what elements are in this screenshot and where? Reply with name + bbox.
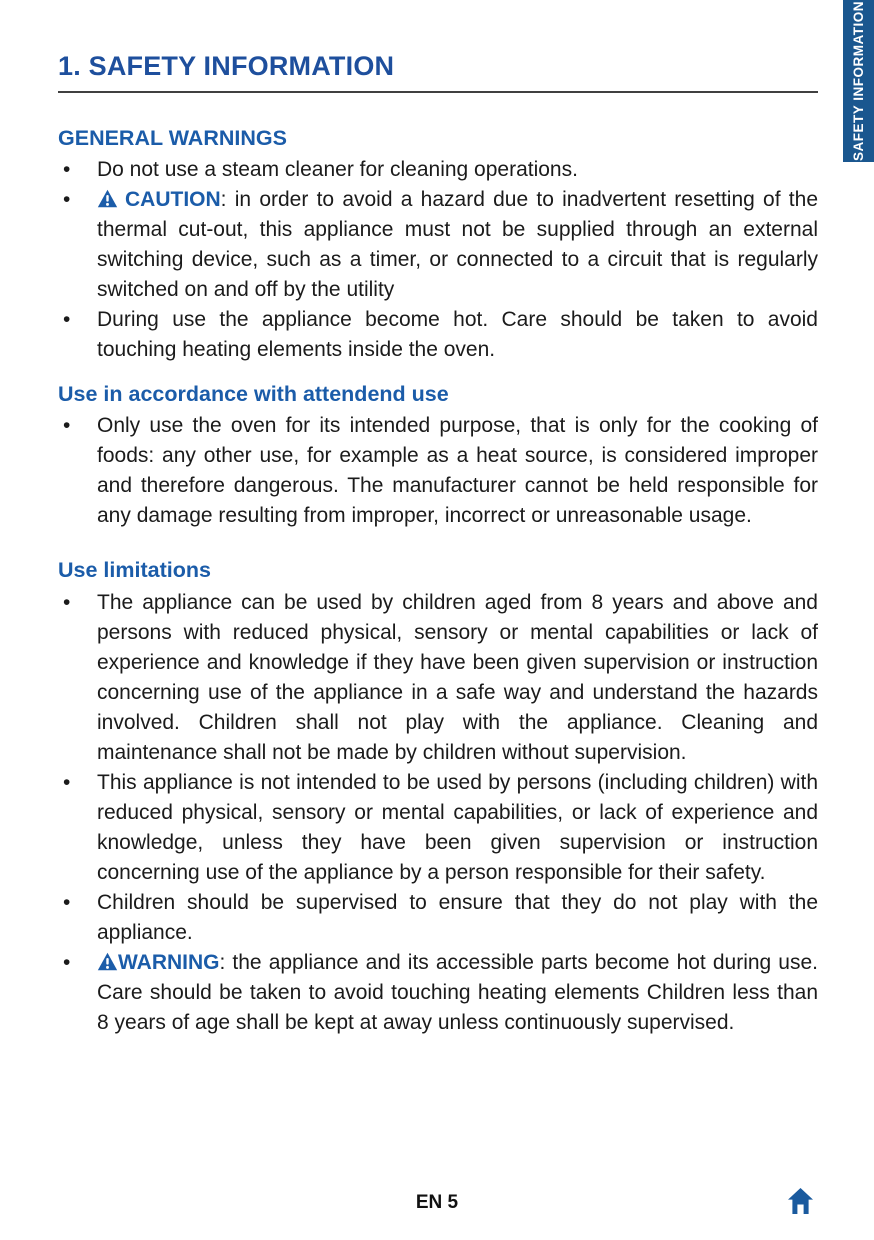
list-item <box>58 588 818 768</box>
bullet-marker: • <box>63 591 71 614</box>
list-item-text <box>97 948 818 1038</box>
bullet-marker: • <box>63 951 71 974</box>
home-icon <box>787 1187 814 1215</box>
list-item-text: This appliance is not intended to be used by persons (including children) with reduced physical, sensory or mental capabilities, or lack of experience and knowledge, unless they have been given supervision or instruction concerning use of the appliance by a person responsible for their safety. <box>97 771 818 884</box>
bullet-list <box>58 155 818 365</box>
list-item <box>58 888 818 948</box>
page-number: EN 5 <box>415 1192 459 1213</box>
bullet-marker: • <box>63 188 71 211</box>
caution-label: CAUTION <box>125 188 221 211</box>
list-item <box>58 768 818 888</box>
list-item-text: The appliance can be used by children aged from 8 years and above and persons with reduced physical, sensory or mental capabilities or lack of experience and knowledge if they have been given supervision or instruction concerning use of the appliance in a safe way and understand the hazards involved. Children shall not play with the appliance. Cleaning and maintenance shall not be made by children without supervision. <box>97 591 818 764</box>
side-tab-label: SAFETY INFORMATION <box>851 1 866 161</box>
bullet-marker: • <box>63 158 71 181</box>
bullet-marker: • <box>63 771 71 794</box>
list-item-body: : in order to avoid a hazard due to inadvertent resetting of the thermal cut-out, this appliance must not be supplied through an external switching device, such as a timer, or connected to a circuit that is regularly switched on and off by the utility <box>97 188 818 301</box>
warning-label: WARNING <box>118 951 220 974</box>
bullet-list <box>58 588 818 1038</box>
warning-triangle-icon <box>97 952 118 971</box>
list-item-text: Do not use a steam cleaner for cleaning operations. <box>97 158 578 181</box>
list-item <box>58 305 818 365</box>
side-tab-safety-information[interactable] <box>843 0 874 162</box>
page-content <box>58 0 818 1038</box>
warning-badge <box>97 951 220 974</box>
section-heading-use-limitations: Use limitations <box>58 558 211 582</box>
title-divider <box>58 91 818 93</box>
list-item <box>58 155 818 185</box>
bullet-marker: • <box>63 414 71 437</box>
list-item-text: Children should be supervised to ensure that they do not play with the appliance. <box>97 891 818 944</box>
section-heading-attendend-use: Use in accordance with attendend use <box>58 382 449 406</box>
home-button[interactable] <box>787 1187 814 1215</box>
bullet-marker: • <box>63 308 71 331</box>
list-item <box>58 948 818 1038</box>
section-heading-general-warnings: GENERAL WARNINGS <box>58 126 287 150</box>
list-item <box>58 185 818 305</box>
list-item-text: During use the appliance become hot. Care should be taken to avoid touching heating elements inside the oven. <box>97 308 818 361</box>
list-item-text: Only use the oven for its intended purpose, that is only for the cooking of foods: any other use, for example as a heat source, is considered improper and therefore dangerous. The manufacturer cannot be held responsible for any damage resulting from improper, incorrect or unreasonable usage. <box>97 414 818 527</box>
list-item <box>58 411 818 531</box>
list-item-body: : the appliance and its accessible parts become hot during use. Care should be taken to avoid touching heating elements Children less than 8 years of age shall be kept at away unless continuously supervised. <box>97 951 818 1034</box>
bullet-list <box>58 411 818 531</box>
list-item-text <box>97 185 818 305</box>
caution-badge <box>97 188 221 211</box>
bullet-marker: • <box>63 891 71 914</box>
warning-triangle-icon <box>97 189 118 208</box>
page-title: 1. SAFETY INFORMATION <box>58 51 395 81</box>
